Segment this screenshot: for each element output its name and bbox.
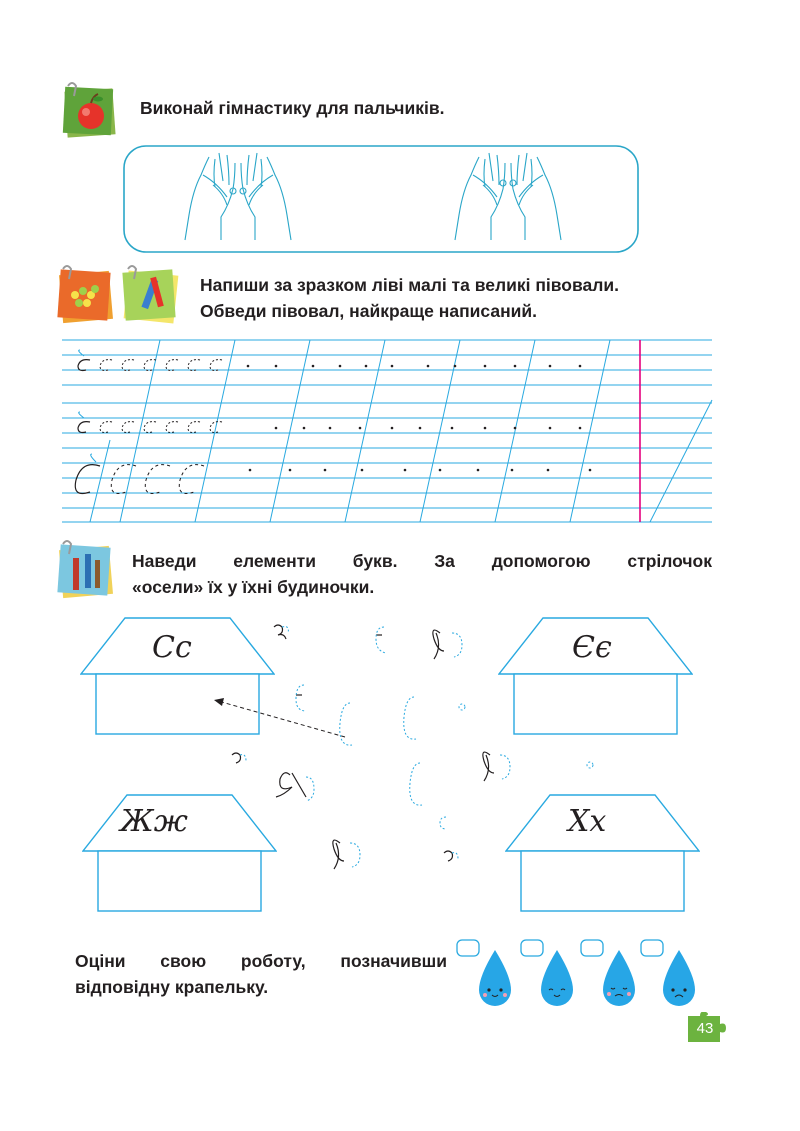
paintbrush-sticker-icon — [55, 540, 117, 602]
task3-instruction-line1: Наведи елементи букв. За допомогою стрілочок — [132, 551, 712, 571]
page-number: 43 — [696, 1020, 714, 1037]
handwriting-lined-field[interactable] — [0, 330, 800, 530]
self-assessment-line1: Оціни свою роботу, позначивши — [75, 951, 447, 971]
sad-drop-icon — [663, 950, 695, 1006]
task1-instruction: Виконай гімнастику для пальчиків. — [140, 98, 445, 118]
task3-instruction-line2: «осели» їх у їхні будиночки. — [132, 577, 375, 597]
hands-drawing-right — [455, 153, 561, 240]
assessment-drops[interactable] — [455, 938, 715, 1018]
happy-drop-icon — [479, 950, 511, 1006]
house-zhzh-label: Жж — [120, 804, 188, 839]
self-assessment-line2: відповідну крапельку. — [75, 977, 269, 997]
house-cc-label: Сс — [152, 630, 192, 665]
checkbox-drop-3 — [581, 940, 603, 956]
checkbox-drop-4 — [641, 940, 663, 956]
finger-exercise-frame — [123, 145, 639, 253]
scattered-letter-elements[interactable] — [200, 615, 620, 895]
apple-sticker-icon — [60, 80, 118, 140]
beads-sticker-icon — [55, 265, 117, 327]
house-khkh-label: Хх — [568, 804, 607, 839]
task2-instruction-line1: Напиши за зразком ліві малі та великі півовали. — [200, 275, 619, 295]
task2-instruction-line2: Обведи півовал, найкраще написаний. — [200, 301, 538, 321]
content-drop-icon — [541, 950, 573, 1006]
pencil-sticker-icon — [120, 265, 182, 327]
house-ye-label: Єє — [572, 630, 612, 665]
checkbox-drop-2 — [521, 940, 543, 956]
worried-drop-icon — [603, 950, 635, 1006]
checkbox-drop-1 — [457, 940, 479, 956]
hands-drawing-left — [185, 153, 291, 240]
